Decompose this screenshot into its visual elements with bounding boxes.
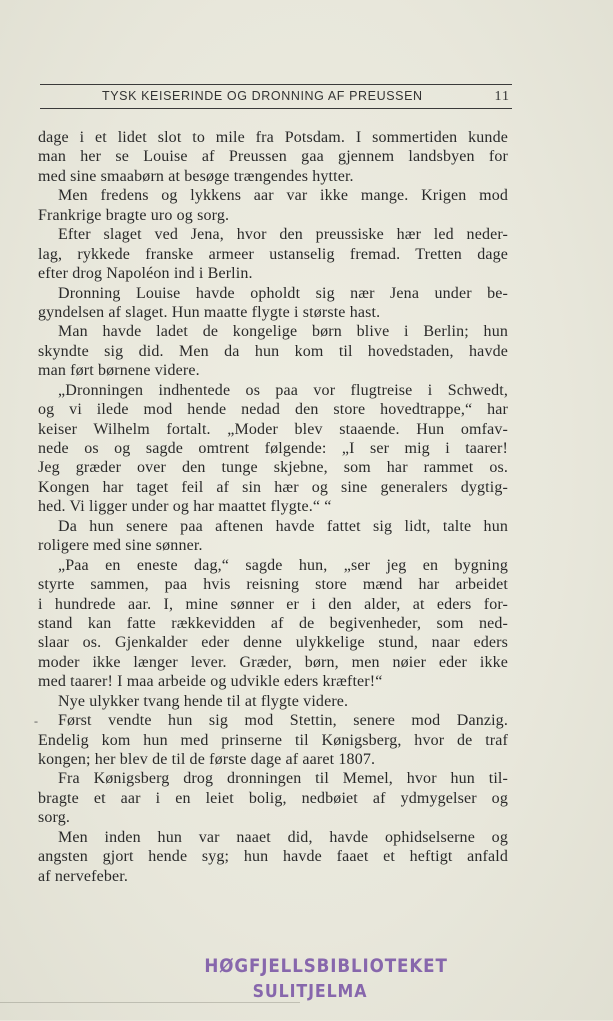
text-line: roligere med sine sønner. <box>38 537 203 555</box>
text-line: Men fredens og lykkens aar var ikke mange. Krigen mod <box>58 187 508 205</box>
text-line: „Paa en eneste dag,“ sagde hun, „ser jeg en bygning <box>58 556 508 574</box>
text-line: sorg. <box>38 809 71 827</box>
text-line: Da hun senere paa aftenen havde fattet sig lidt, talte hun <box>58 517 508 535</box>
stamp-line-2: SULITJELMA <box>252 981 368 1002</box>
text-line: lag, rykkede franske armeer ustanselig fremad. Tretten dage <box>38 245 508 263</box>
text-line: Man havde ladet de kongelige børn blive i Berlin; hun <box>58 323 508 341</box>
text-line: gyndelsen af slaget. Hun maatte flygte i største hast. <box>38 303 381 321</box>
text-line: hed. Vi ligger under og har maattet flygte.“ “ <box>38 498 332 516</box>
text-line: Endelig kom hun med prinserne til Kønigsberg, hvor de traf <box>38 731 508 749</box>
margin-mark: ‐ <box>34 714 38 728</box>
stamp-line-1: HØGFJELLSBIBLIOTEKET <box>204 955 448 977</box>
text-line: Fra Kønigsberg drog dronningen til Memel, hvor hun til- <box>58 770 508 788</box>
text-line: nede os og sagde omtrent følgende: „I ser mig i taarer! <box>38 440 508 457</box>
text-line: i hundrede aar. I, mine sønner er i den alder, at eders for- <box>38 595 508 613</box>
text-line: man her se Louise af Preussen gaa gjennem landsbyen for <box>38 148 508 166</box>
text-line: Kongen har taget feil af sin hær og sine generalers dygtig- <box>38 478 508 496</box>
text-line: stand kan fatte rækkevidden af de begivenheder, som ned- <box>38 614 508 632</box>
page-edge <box>0 1002 300 1021</box>
running-header <box>40 89 512 107</box>
page-number: 11 <box>494 89 510 104</box>
text-line: moder ikke længer lever. Græder, børn, men nøier eder ikke <box>38 653 508 671</box>
text-line: efter drog Napoléon ind i Berlin. <box>38 265 253 283</box>
text-line: man ført børnene videre. <box>38 362 200 380</box>
text-line: med sine smaabørn at besøge trængendes hytter. <box>38 167 354 185</box>
text-line: Nye ulykker tvang hende til at flygte videre. <box>58 692 349 710</box>
text-line: Men inden hun var naaet did, havde ophidselserne og <box>58 828 508 846</box>
text-line: skyndte sig did. Men da hun kom til hovedstaden, havde <box>38 342 508 360</box>
text-line: Frankrige bragte uro og sorg. <box>38 206 230 224</box>
body-text <box>38 128 508 886</box>
text-line: „Dronningen indhentede os paa vor flugtreise i Schwedt, <box>58 381 508 399</box>
library-stamp <box>190 955 448 1002</box>
text-line: Dronning Louise havde opholdt sig nær Jena under be- <box>58 284 508 302</box>
running-title: TYSK KEISERINDE OG DRONNING AF PREUSSEN <box>102 89 423 103</box>
text-line: angsten gjort hende syg; hun havde faaet et heftigt anfald <box>38 848 508 866</box>
text-line: bragte et aar i en leiet bolig, nedbøiet af ydmygelser og <box>38 789 508 807</box>
text-line: kongen; her blev de til de første dage af aaret 1807. <box>38 751 376 768</box>
text-line: Jeg græder over den tunge skjebne, som har rammet os. <box>38 459 508 477</box>
text-line: slaar os. Gjenkalder eder denne ulykkelige stund, naar eders <box>38 634 508 652</box>
header-rule-top <box>40 84 512 85</box>
text-line: af nervefeber. <box>38 867 129 885</box>
header-rule-bottom <box>40 108 512 109</box>
text-line: styrte sammen, paa hvis reisning store mænd har arbeidet <box>38 576 508 594</box>
text-line: og vi ilede mod hende nedad den store hovedtrappe,“ har <box>38 401 508 419</box>
text-line: dage i et lidet slot to mile fra Potsdam. I sommertiden kunde <box>38 129 508 146</box>
text-line: Først vendte hun sig mod Stettin, senere mod Danzig. <box>58 712 508 730</box>
text-line: Efter slaget ved Jena, hvor den preussiske hær led neder- <box>58 226 508 244</box>
text-line: med taarer! I maa arbeide og udvikle eders kræfter!“ <box>38 673 383 691</box>
text-line: keiser Wilhelm fortalt. „Moder blev staaende. Hun omfav- <box>38 420 508 438</box>
